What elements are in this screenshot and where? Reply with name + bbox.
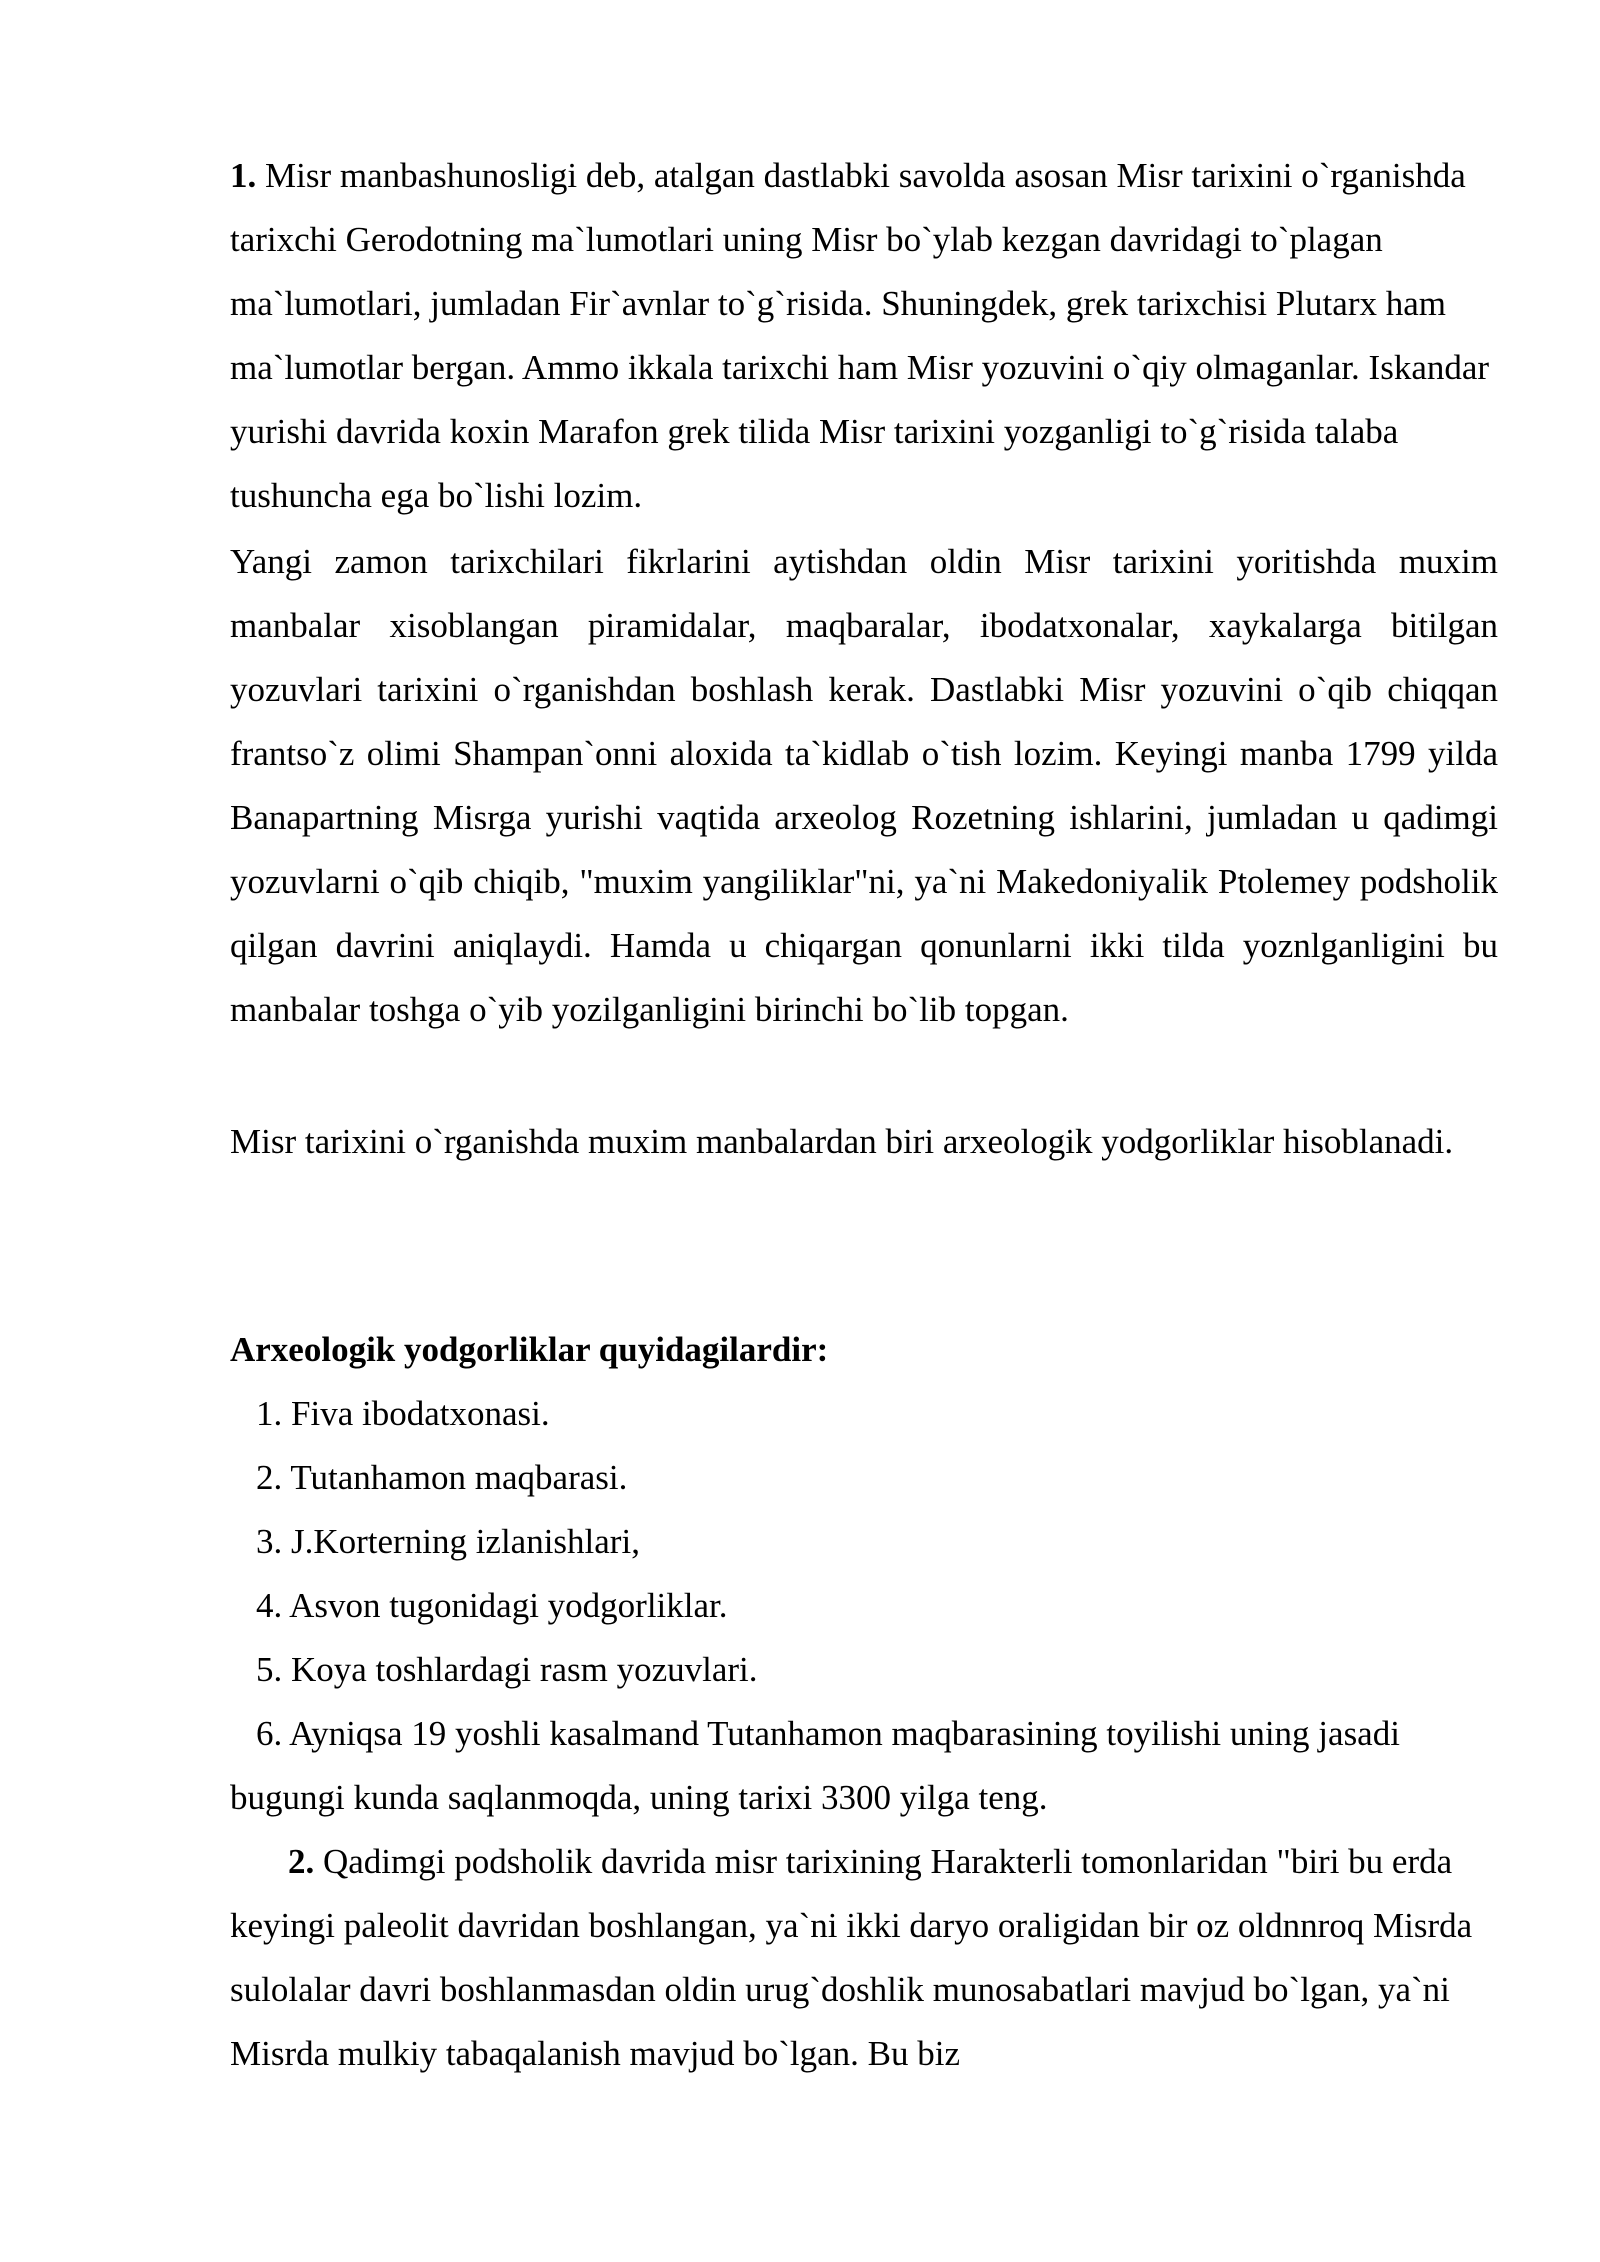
paragraph-section-1 xyxy=(230,144,1498,528)
section-number: 2. xyxy=(288,1842,315,1881)
paragraph-section-2 xyxy=(230,1830,1498,2086)
list-item: 6. Ayniqsa 19 yoshli kasalmand Tutanhamon maqbarasining toyilishi uning jasadi bugungi kunda saqlanmoqda, uning tarixi 3300 yilga teng. xyxy=(230,1714,1400,1817)
section-heading: Arxeologik yodgorliklar quyidagilardir: xyxy=(230,1330,829,1369)
list-item: 4. Asvon tugonidagi yodgorliklar. xyxy=(256,1586,728,1625)
section-number: 1. xyxy=(230,156,257,195)
paragraph-modern-historians: Yangi zamon tarixchilari fikrlarini aytishdan oldin Misr tarixini yoritishda muxim manbalar xisoblangan piramidalar, maqbaralar, ibodatxonalar, xaykalarga bitilgan yozuvlari tarixini o`rganishdan boshlash kerak. Dastlabki Misr yozuvini o`qib chiqqan frantso`z olimi Shampan`onni aloxida ta`kidlab o`tish lozim. Keyingi manba 1799 yilda Banapartning Misrga yurishi vaqtida arxeolog Rozetning ishlarini, jumladan u qadimgi yozuvlarni o`qib chiqib, "muxim yangiliklar"ni, ya`ni Makedoniyalik Ptolemey podsholik qilgan davrini aniqlaydi. Hamda u chiqargan qonunlarni ikki tilda yoznlganligini bu manbalar toshga o`yib yozilganligini birinchi bo`lib topgan. xyxy=(230,542,1498,1029)
paragraph-text: Qadimgi podsholik davrida misr tarixining Harakterli tomonlaridan "biri bu erda keyingi paleolit davridan boshlangan, ya`ni ikki daryo oraligidan bir oz oldnnroq Misrda sulolalar davri boshlanmasdan oldin urug`doshlik munosabatlari mavjud bo`lgan, ya`ni Misrda mulkiy tabaqalanish mavjud bo`lgan. Bu biz xyxy=(230,1842,1473,2073)
list-item: 5. Koya toshlardagi rasm yozuvlari. xyxy=(256,1650,758,1689)
list-item: 1. Fiva ibodatxonasi. xyxy=(256,1394,550,1433)
paragraph-archaeological-sources: Misr tarixini o`rganishda muxim manbalardan biri arxeologik yodgorliklar hisoblanadi. xyxy=(230,1122,1454,1161)
list-item: 2. Tutanhamon maqbarasi. xyxy=(256,1458,628,1497)
paragraph-text: Misr manbashunosligi deb, atalgan dastlabki savolda asosan Misr tarixini o`rganishda tarixchi Gerodotning ma`lumotlari uning Misr bo`ylab kezgan davridagi to`plagan ma`lumotlari, jumladan Fir`avnlar to`g`risida. Shuningdek, grek tarixchisi Plutarx ham ma`lumotlar bergan. Ammo ikkala tarixchi ham Misr yozuvini o`qiy olmaganlar. Iskandar yurishi davrida koxin Marafon grek tilida Misr tarixini yozganligi to`g`risida talaba tushuncha ega bo`lishi lozim. xyxy=(230,156,1490,515)
list-item: 3. J.Korterning izlanishlari, xyxy=(256,1522,640,1561)
monuments-list xyxy=(230,1382,1498,1830)
